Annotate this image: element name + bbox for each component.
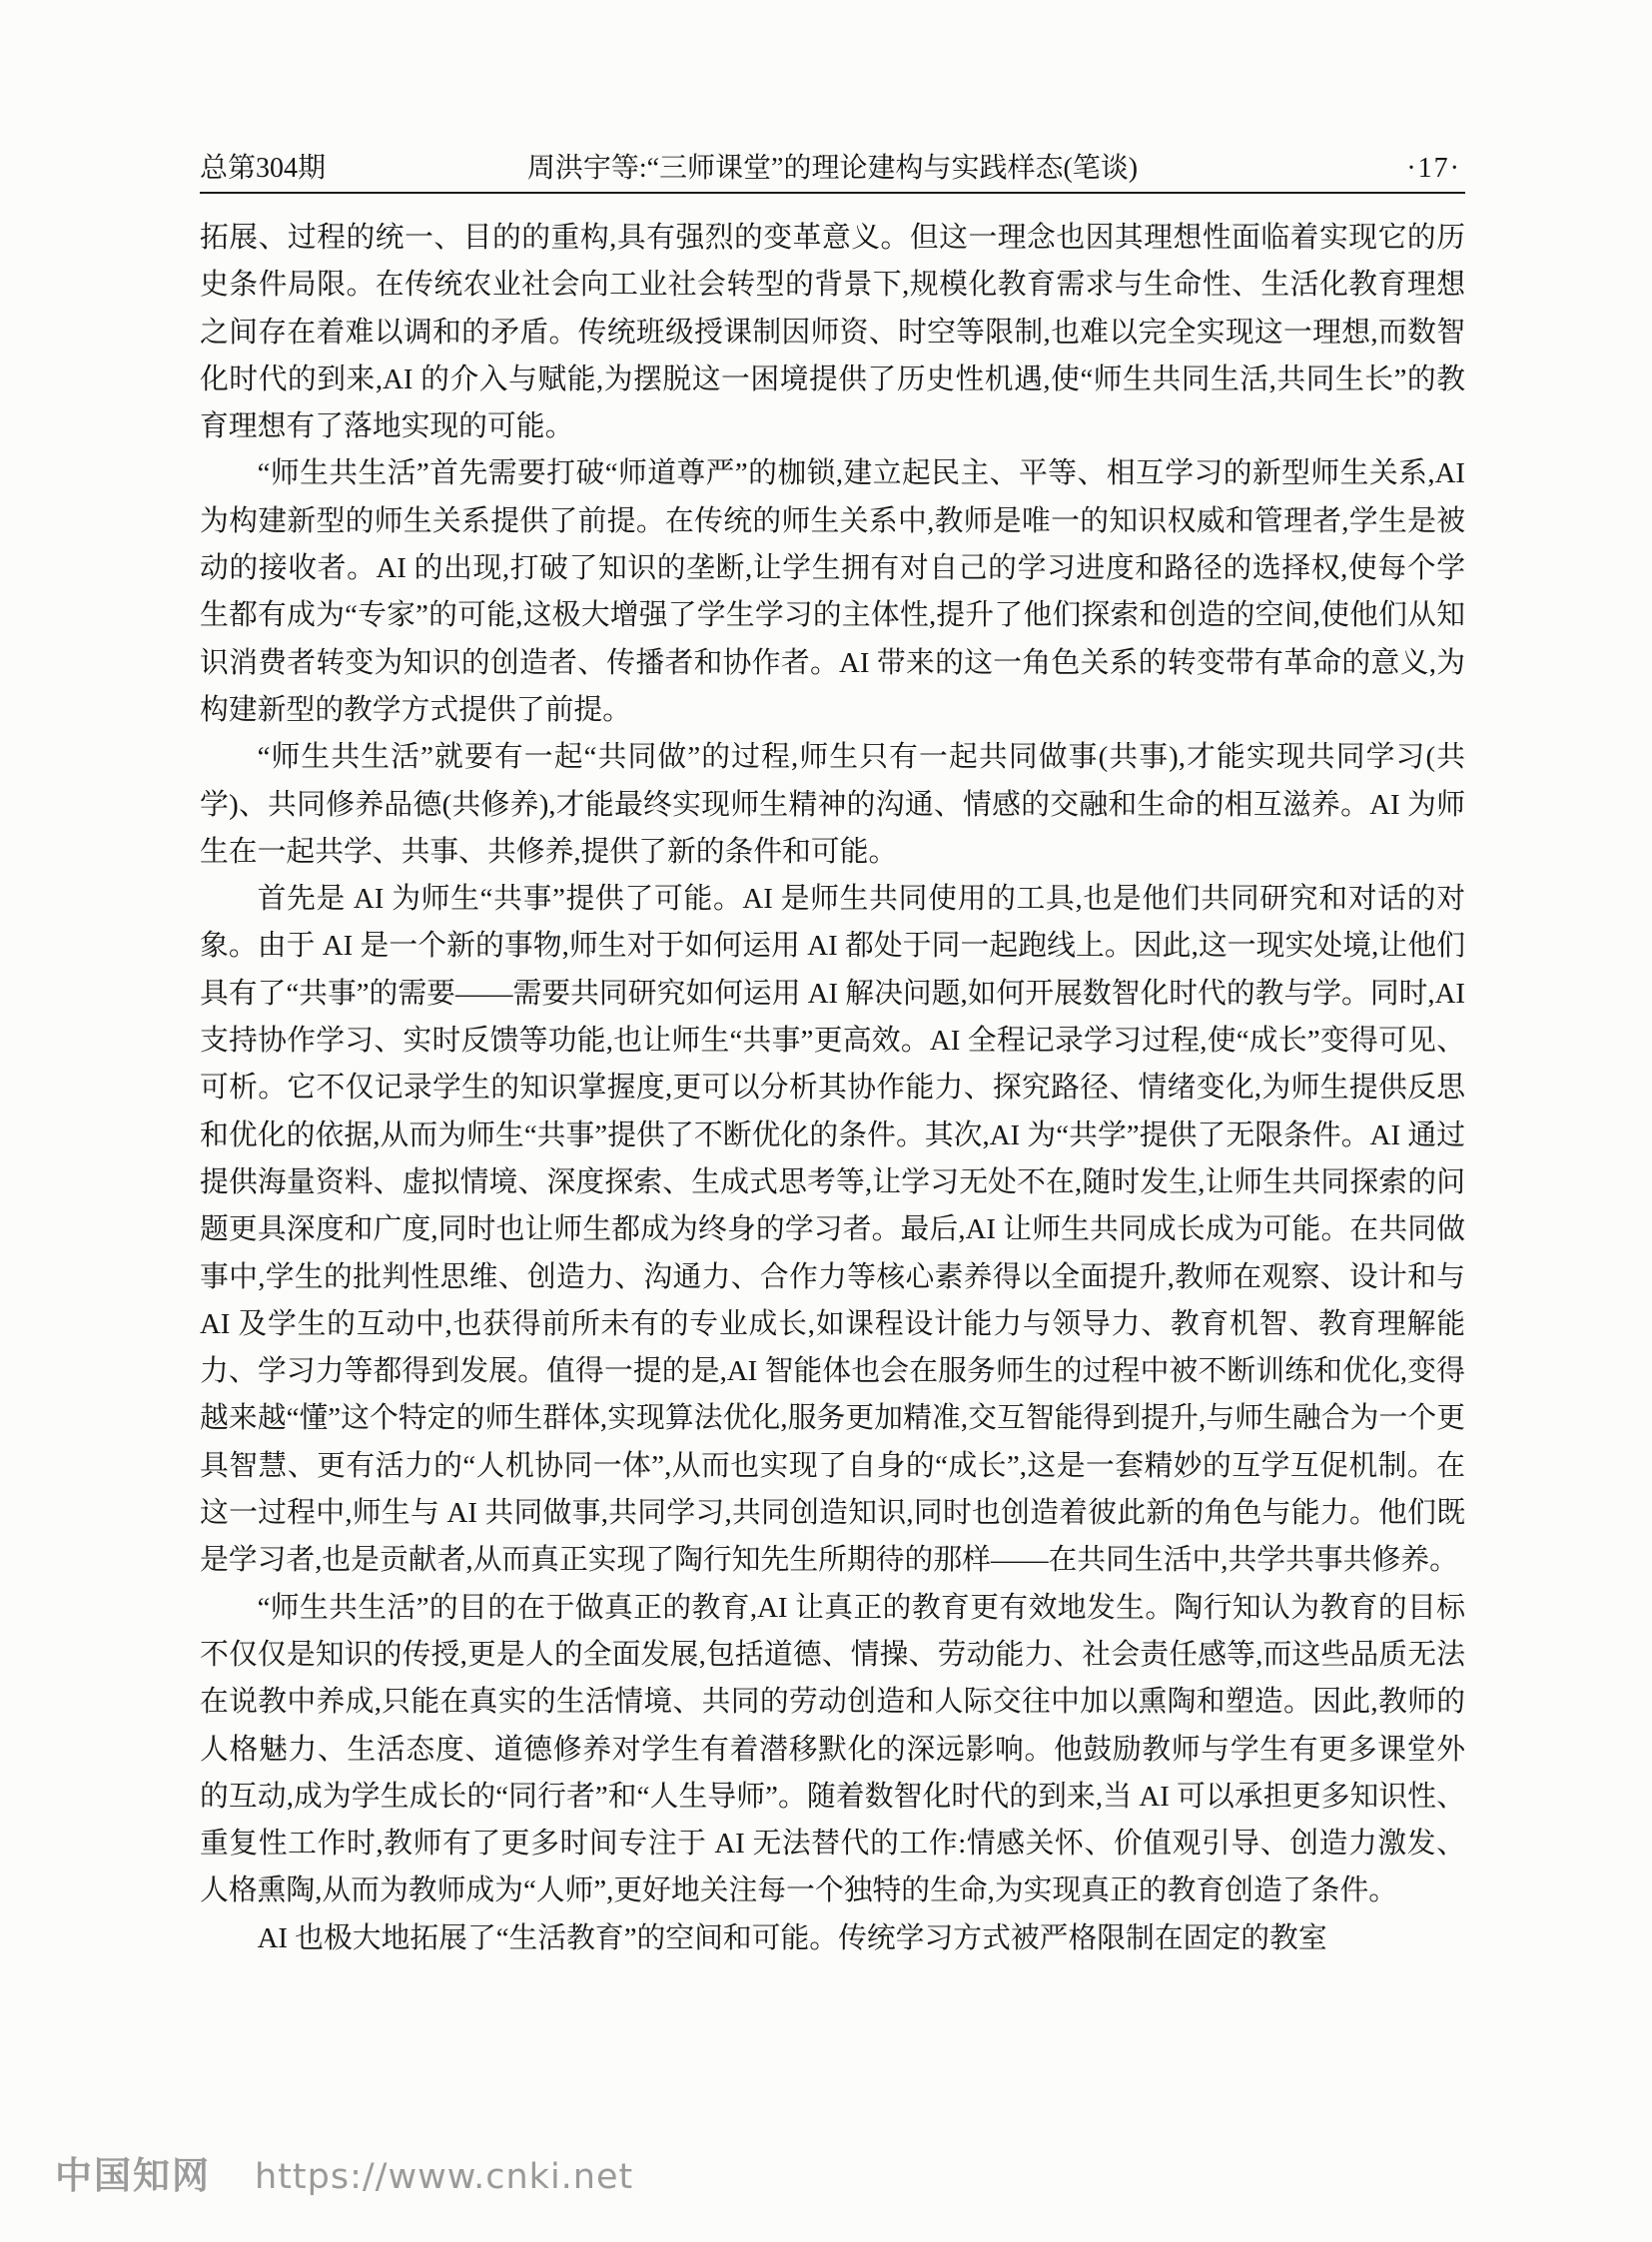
article-body <box>200 215 1465 1962</box>
cnki-brand-text: 中国知网 <box>55 2154 211 2197</box>
page-number: ·17· <box>1406 153 1461 184</box>
cnki-url-text: https://www.cnki.net <box>255 2157 634 2197</box>
paragraph: 首先是 AI 为师生“共事”提供了可能。AI 是师生共同使用的工具,也是他们共同研究和对话的对象。由于 AI 是一个新的事物,师生对于如何运用 AI 都处于同一起跑线上。因此,这一现实处境,让他们具有了“共事”的需要——需要共同研究如何运用 AI 解决问题,如何开展数智化时代的教与学。同时,AI 支持协作学习、实时反馈等功能,也让师生“共事”更高效。AI 全程记录学习过程,使“成长”变得可见、可析。它不仅记录学生的知识掌握度,更可以分析其协作能力、探究路径、情绪变化,为师生提供反思和优化的依据,从而为师生“共事”提供了不断优化的条件。其次,AI 为“共学”提供了无限条件。AI 通过提供海量资料、虚拟情境、深度探索、生成式思考等,让学习无处不在,随时发生,让师生共同探索的问题更具深度和广度,同时也让师生都成为终身的学习者。最后,AI 让师生共同成长成为可能。在共同做事中,学生的批判性思维、创造力、沟通力、合作力等核心素养得以全面提升,教师在观察、设计和与 AI 及学生的互动中,也获得前所未有的专业成长,如课程设计能力与领导力、教育机智、教育理解能力、学习力等都得到发展。值得一提的是,AI 智能体也会在服务师生的过程中被不断训练和优化,变得越来越“懂”这个特定的师生群体,实现算法优化,服务更加精准,交互智能得到提升,与师生融合为一个更具智慧、更有活力的“人机协同一体”,从而也实现了自身的“成长”,这是一套精妙的互学互促机制。在这一过程中,师生与 AI 共同做事,共同学习,共同创造知识,同时也创造着彼此新的角色与能力。他们既是学习者,也是贡献者,从而真正实现了陶行知先生所期待的那样——在共同生活中,共学共事共修养。 <box>200 883 1466 1577</box>
paragraph: AI 也极大地拓展了“生活教育”的空间和可能。传统学习方式被严格限制在固定的教室 <box>257 1921 1327 1954</box>
page-header <box>200 148 1465 190</box>
issue-number: 总第304期 <box>200 153 327 184</box>
paragraph: “师生共生活”首先需要打破“师道尊严”的枷锁,建立起民主、平等、相互学习的新型师生关系,AI 为构建新型的师生关系提供了前提。在传统的师生关系中,教师是唯一的知识权威和管理者,学生是被动的接收者。AI 的出现,打破了知识的垄断,让学生拥有对自己的学习进度和路径的选择权,使每个学生都有成为“专家”的可能,这极大增强了学生学习的主体性,提升了他们探索和创造的空间,使他们从知识消费者转变为知识的创造者、传播者和协作者。AI 带来的这一角色关系的转变带有革命的意义,为构建新型的教学方式提供了前提。 <box>200 457 1465 726</box>
running-title: 周洪宇等:“三师课堂”的理论建构与实践样态(笔谈) <box>526 153 1139 184</box>
paragraph: “师生共生活”的目的在于做真正的教育,AI 让真正的教育更有效地发生。陶行知认为教育的目标不仅仅是知识的传授,更是人的全面发展,包括道德、情操、劳动能力、社会责任感等,而这些品质无法在说教中养成,只能在真实的生活情境、共同的劳动创造和人际交往中加以熏陶和塑造。因此,教师的人格魅力、生活态度、道德修养对学生有着潜移默化的深远影响。他鼓励教师与学生有更多课堂外的互动,成为学生成长的“同行者”和“人生导师”。随着数智化时代的到来,当 AI 可以承担更多知识性、重复性工作时,教师有了更多时间专注于 AI 无法替代的工作:情感关怀、价值观引导、创造力激发、人格熏陶,从而为教师成为“人师”,更好地关注每一个独特的生命,为实现真正的教育创造了条件。 <box>200 1591 1465 1907</box>
paragraph: 拓展、过程的统一、目的的重构,具有强烈的变革意义。但这一理念也因其理想性面临着实现它的历史条件局限。在传统农业社会向工业社会转型的背景下,规模化教育需求与生命性、生活化教育理想之间存在着难以调和的矛盾。传统班级授课制因师资、时空等限制,也难以完全实现这一理想,而数智化时代的到来,AI 的介入与赋能,为摆脱这一困境提供了历史性机遇,使“师生共同生活,共同生长”的教育理想有了落地实现的可能。 <box>200 222 1465 443</box>
header-divider <box>200 192 1465 194</box>
paragraph: “师生共生活”就要有一起“共同做”的过程,师生只有一起共同做事(共事),才能实现共同学习(共学)、共同修养品德(共修养),才能最终实现师生精神的沟通、情感的交融和生命的相互滋养。AI 为师生在一起共学、共事、共修养,提供了新的条件和可能。 <box>200 741 1465 868</box>
cnki-watermark <box>55 2145 633 2199</box>
